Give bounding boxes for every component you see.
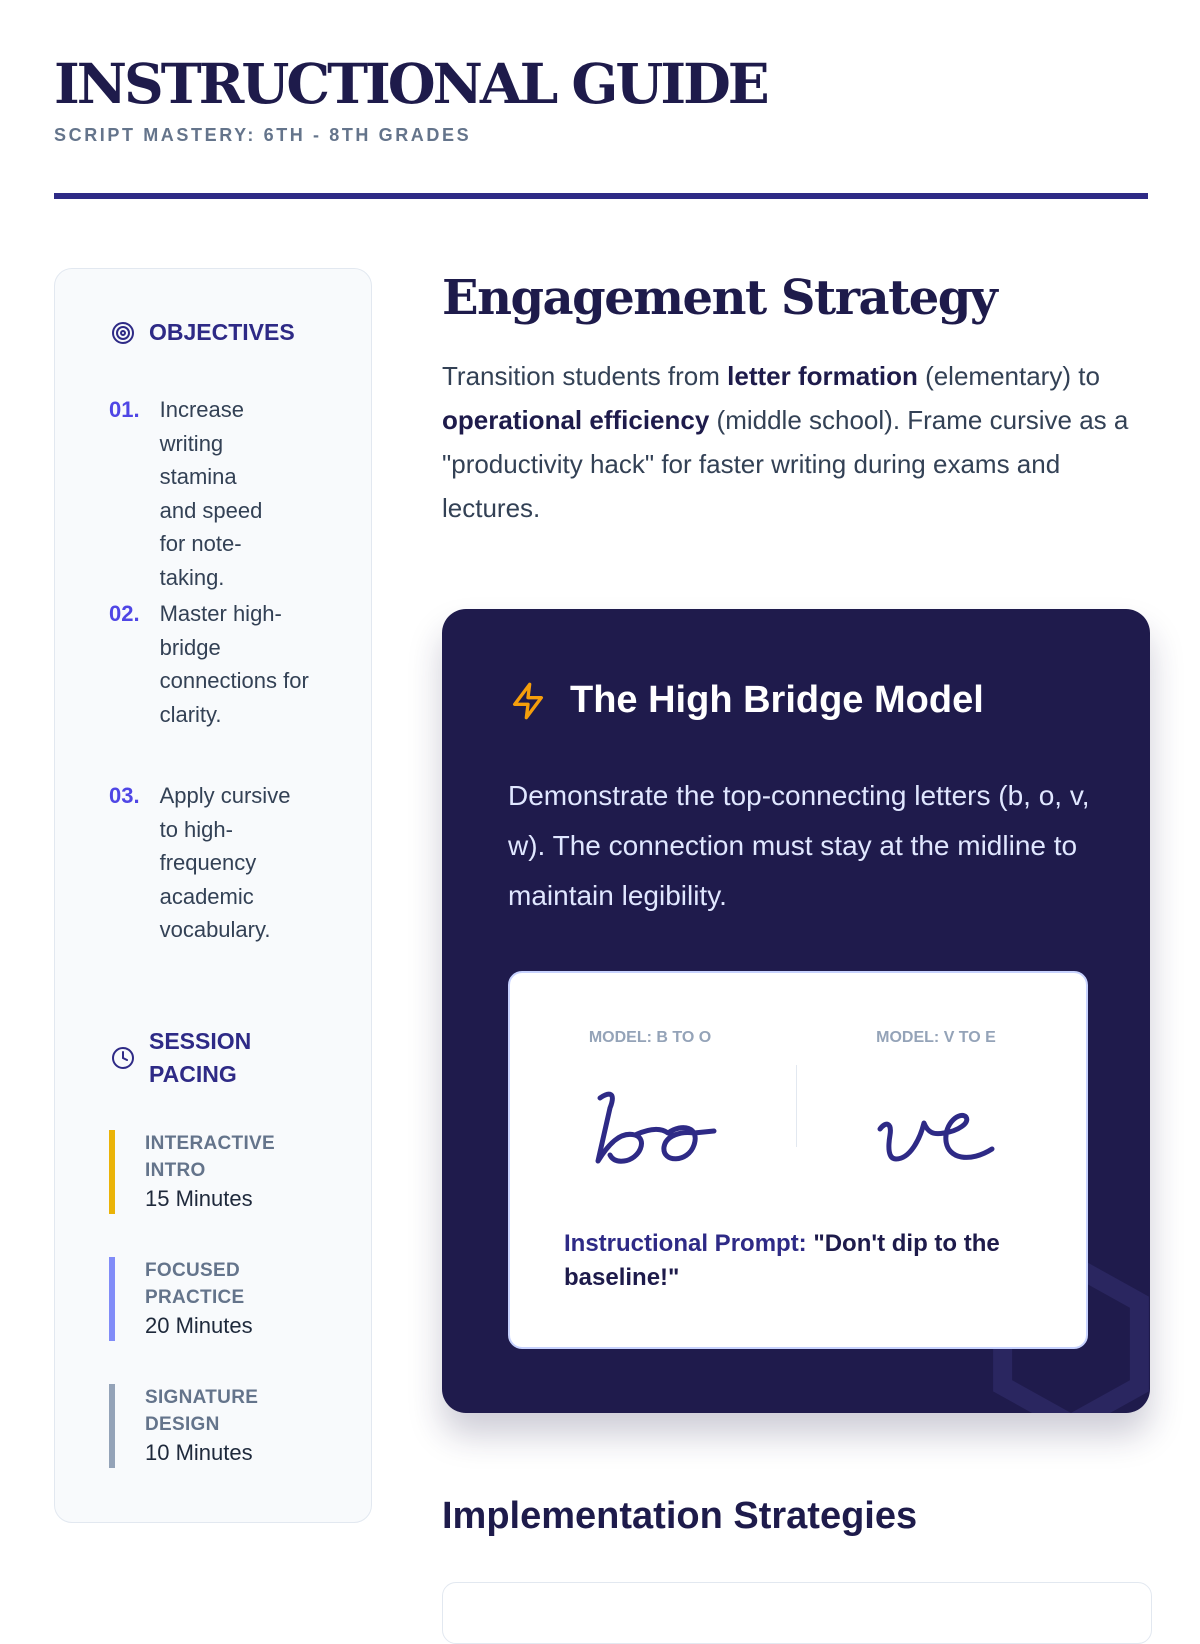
engagement-title: Engagement Strategy	[442, 270, 997, 326]
model-v-to-e	[836, 1029, 1036, 1047]
pacing-duration: 20 Minutes	[145, 1313, 253, 1338]
document-title: INSTRUCTIONAL GUIDE	[54, 51, 767, 116]
header-divider	[54, 193, 1148, 199]
target-icon	[111, 321, 135, 345]
cursive-model-panel	[508, 971, 1088, 1349]
instructional-prompt: Instructional Prompt: "Don't dip to the baseline!"	[564, 1230, 1000, 1291]
pacing-label: SIGNATURE DESIGN	[145, 1387, 259, 1435]
objective-text: Increase writing stamina and speed for note-taking.	[159, 397, 263, 590]
model-b-to-o	[550, 1029, 750, 1047]
model-label: MODEL: V TO E	[876, 1029, 996, 1046]
objective-number: 03.	[109, 783, 140, 808]
objective-text: Apply cursive to high-frequency academic vocabulary.	[159, 783, 291, 942]
cursive-ve-sample	[874, 1083, 1004, 1173]
objective-item	[109, 393, 279, 594]
session-pacing-heading	[111, 1025, 269, 1091]
model-divider	[796, 1065, 797, 1147]
pacing-duration: 15 Minutes	[145, 1186, 253, 1211]
high-bridge-card	[442, 609, 1150, 1413]
implementation-title: Implementation Strategies	[442, 1495, 918, 1537]
high-bridge-title: The High Bridge Model	[570, 679, 984, 721]
model-label: MODEL: B TO O	[588, 1029, 712, 1046]
objective-item	[109, 597, 310, 731]
engagement-description: Transition students from letter formation (elementary) to operational efficiency (middle school). Frame cursive as a "productivity hack" for faster writing during exams and lectures.	[442, 361, 1129, 523]
objective-number: 01.	[109, 397, 140, 422]
pacing-item	[109, 1130, 295, 1214]
pacing-item	[109, 1257, 265, 1341]
objective-number: 02.	[109, 601, 140, 626]
objectives-heading	[111, 319, 295, 346]
clock-icon	[111, 1046, 135, 1070]
pacing-label: INTERACTIVE INTRO	[145, 1133, 275, 1181]
pacing-item	[109, 1384, 275, 1468]
objective-item	[109, 779, 315, 947]
document-subtitle: SCRIPT MASTERY: 6TH - 8TH GRADES	[54, 125, 472, 145]
session-pacing-label: SESSION PACING	[149, 1028, 252, 1087]
objective-text: Master high-bridge connections for clarity.	[159, 601, 309, 727]
document-header	[54, 51, 1148, 146]
pacing-label: FOCUSED PRACTICE	[145, 1260, 245, 1308]
sidebar	[54, 268, 372, 1523]
cursive-bo-sample	[590, 1083, 720, 1173]
lightning-bolt-icon	[508, 681, 548, 721]
high-bridge-header	[508, 679, 984, 722]
implementation-card	[442, 1582, 1152, 1644]
objectives-heading-label: OBJECTIVES	[149, 319, 295, 345]
pacing-duration: 10 Minutes	[145, 1440, 253, 1465]
high-bridge-description: Demonstrate the top-connecting letters (b, o, v, w). The connection must stay at the midline to maintain legibility.	[508, 780, 1090, 911]
